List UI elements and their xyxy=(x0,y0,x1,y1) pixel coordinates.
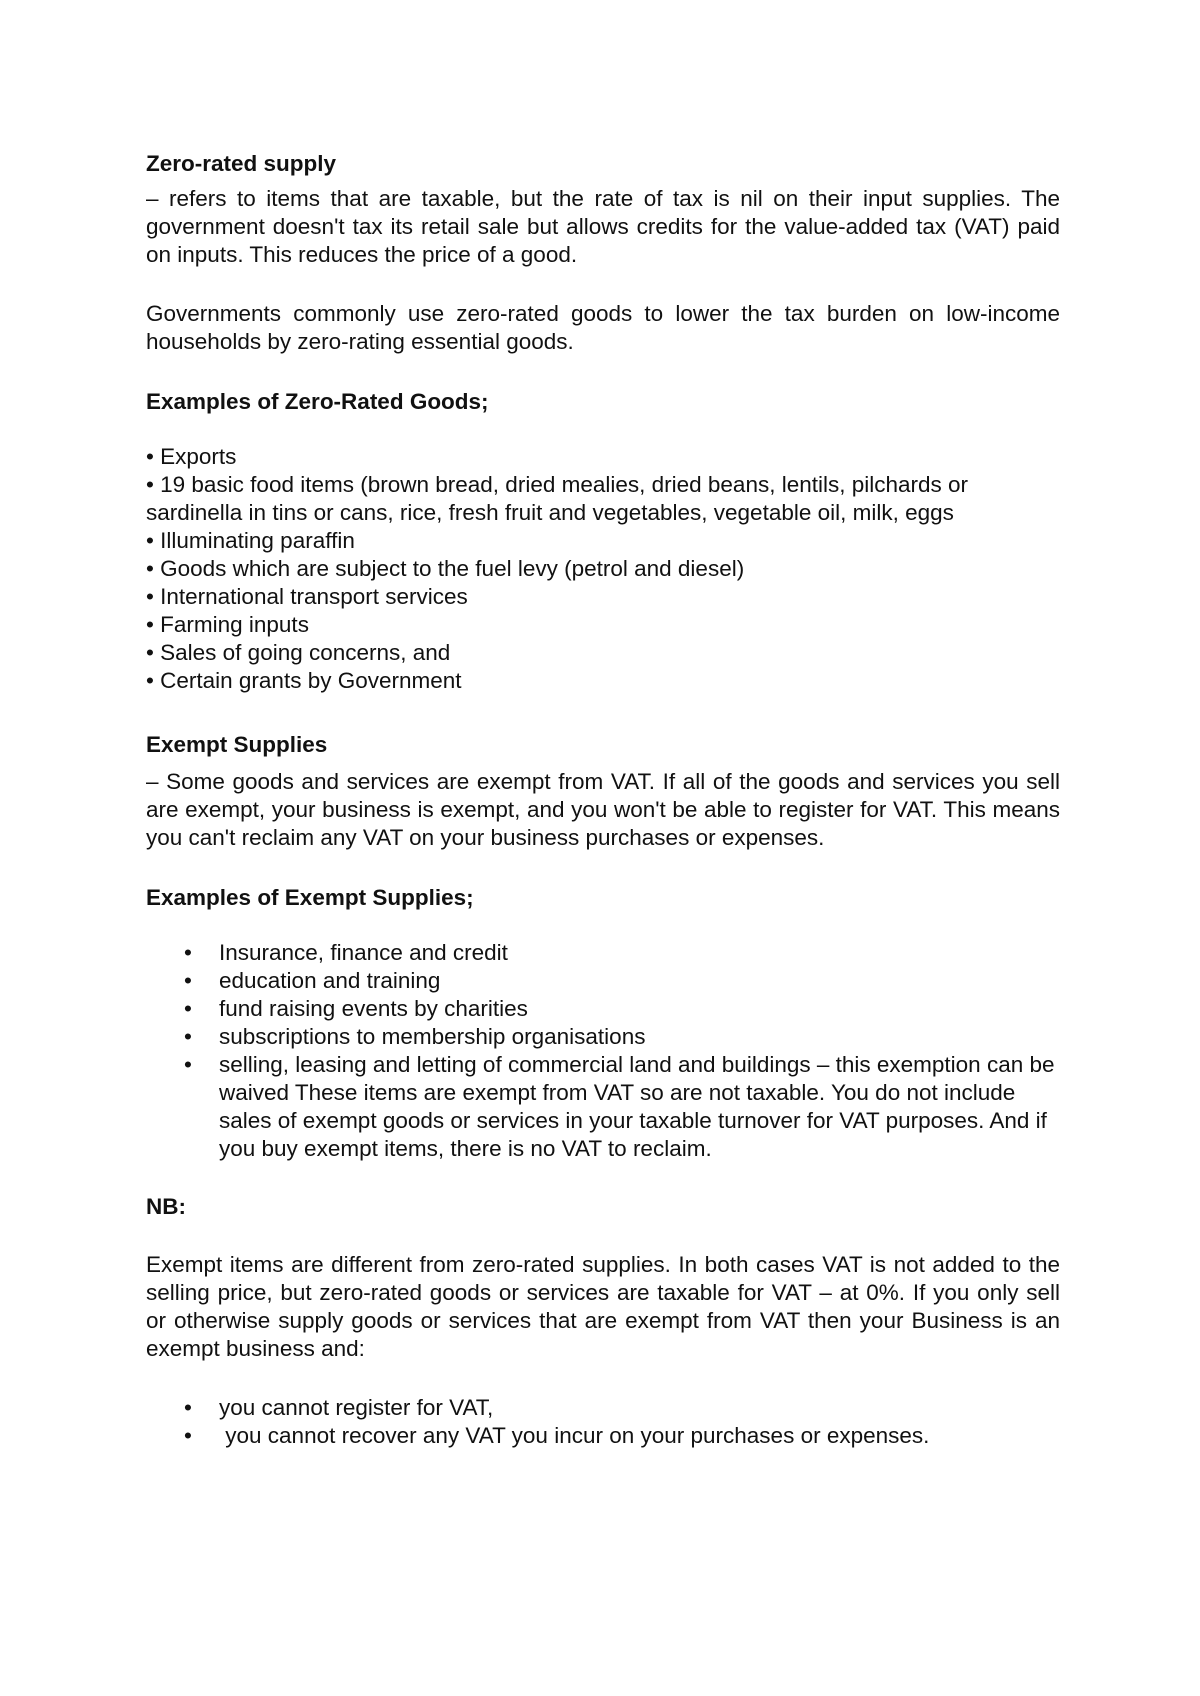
list-item: • Illuminating paraffin xyxy=(146,528,355,553)
list-item xyxy=(146,995,1060,1023)
list-item: • International transport services xyxy=(146,584,468,609)
bullet-icon: • xyxy=(184,1395,192,1420)
list-item: • Certain grants by Government xyxy=(146,668,462,693)
list-item-text: Insurance, finance and credit xyxy=(219,940,508,965)
bullet-icon: • xyxy=(184,1052,192,1077)
nb-list xyxy=(146,1394,1060,1450)
nb-text: Exempt items are different from zero-rated supplies. In both cases VAT is not added to the selling price, but zero-rated goods or services are taxable for VAT – at 0%. If you only sell or otherwise supply goods or services that are exempt from VAT then your Business is an exempt business and: xyxy=(146,1252,1060,1361)
exempt-definition: – Some goods and services are exempt from VAT. If all of the goods and services you sell are exempt, your business is exempt, and you won't be able to register for VAT. This means you can't reclaim any VAT on your business purchases or expenses. xyxy=(146,769,1060,850)
list-item: • Sales of going concerns, and xyxy=(146,640,451,665)
document-page xyxy=(146,150,1060,1450)
bullet-icon: • xyxy=(184,968,192,993)
list-item xyxy=(146,1023,1060,1051)
list-item: • Exports xyxy=(146,444,237,469)
exempt-heading: Exempt Supplies xyxy=(146,732,328,757)
zero-rated-definition: – refers to items that are taxable, but the rate of tax is nil on their input supplies. The government doesn't tax its retail sale but allows credits for the value-added tax (VAT) paid on inputs. This reduces the price of a good. xyxy=(146,186,1060,267)
list-item-text: subscriptions to membership organisations xyxy=(219,1024,646,1049)
bullet-icon: • xyxy=(184,940,192,965)
list-item-text: education and training xyxy=(219,968,441,993)
zero-rated-heading: Zero-rated supply xyxy=(146,151,337,176)
list-item-text: fund raising events by charities xyxy=(219,996,528,1021)
nb-heading: NB: xyxy=(146,1194,186,1219)
exempt-examples-heading: Examples of Exempt Supplies; xyxy=(146,885,474,910)
list-item xyxy=(146,967,1060,995)
list-item xyxy=(146,939,1060,967)
zero-examples-heading: Examples of Zero-Rated Goods; xyxy=(146,389,489,414)
exempt-examples-list xyxy=(146,939,1060,1163)
list-item xyxy=(146,1051,1060,1163)
zero-examples-list xyxy=(146,443,1060,695)
zero-rated-usage: Governments commonly use zero-rated goods to lower the tax burden on low-income households by zero-rating essential goods. xyxy=(146,301,1060,354)
list-item xyxy=(146,1422,1060,1450)
list-item-text: selling, leasing and letting of commercial land and buildings – this exemption can be waived These items are exempt from VAT so are not taxable. You do not include sales of exempt goods or services in your taxable turnover for VAT purposes. And if you buy exempt items, there is no VAT to reclaim. xyxy=(219,1052,1055,1161)
list-item xyxy=(146,1394,1060,1422)
list-item: • Goods which are subject to the fuel levy (petrol and diesel) xyxy=(146,556,745,581)
list-item: • Farming inputs xyxy=(146,612,309,637)
list-item: • 19 basic food items (brown bread, dried mealies, dried beans, lentils, pilchards or sardinella in tins or cans, rice, fresh fruit and vegetables, vegetable oil, milk, eggs xyxy=(146,472,969,525)
list-item-text: you cannot register for VAT, xyxy=(219,1395,494,1420)
list-item-text: you cannot recover any VAT you incur on your purchases or expenses. xyxy=(219,1423,930,1448)
bullet-icon: • xyxy=(184,1423,192,1448)
bullet-icon: • xyxy=(184,996,192,1021)
bullet-icon: • xyxy=(184,1024,192,1049)
